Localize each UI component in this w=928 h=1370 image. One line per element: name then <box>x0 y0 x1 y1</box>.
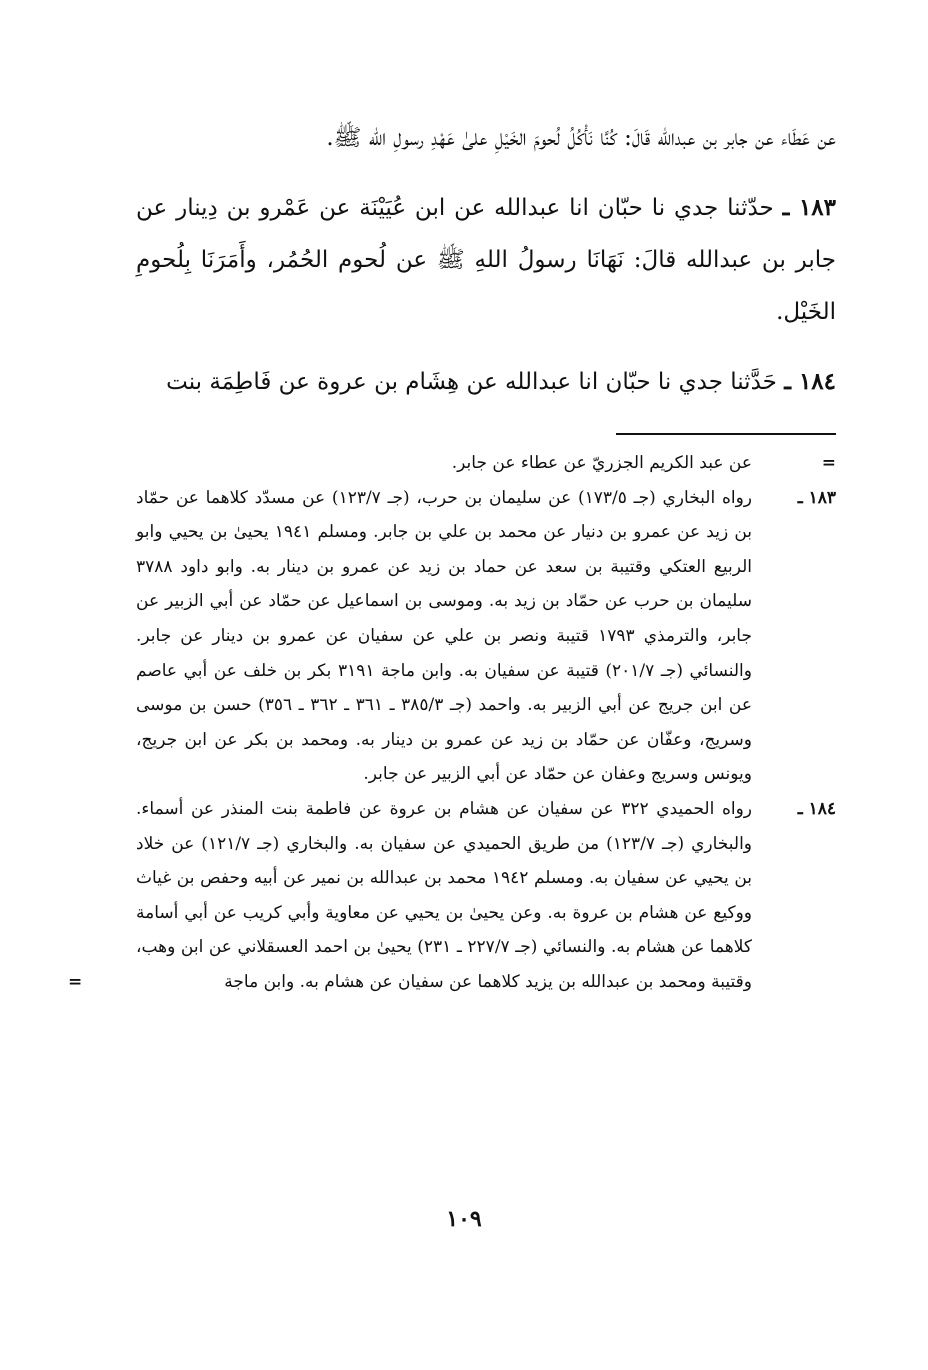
footnote-184 <box>68 792 836 1000</box>
footnote-marker: ١٨٤ ـ <box>797 798 836 819</box>
continuation-mark: = <box>68 971 83 992</box>
footnote-text: رواه الحميدي ٣٢٢ عن سفيان عن هشام بن عروة عن فاطمة بنت المنذر عن أسماء. والبخاري (جـ ١٢٣/٧) من طريق الحميدي عن سفيان به. والبخاري (جـ ١٢١/٧) عن خلاد بن يحيي عن سفيان به. ومسلم ١٩٤٢ محمد بن عبدالله بن نمير عن أبيه وحفص بن غياث ووكيع عن هشام بن عروة به. وعن يحيىٰ بن يحيي عن معاوية وأبي كريب عن أبي أسامة كلاهما عن هشام به. والنسائي (جـ ٢٢٧/٧ ـ ٢٣١) يحيىٰ بن احمد العسقلاني عن ابن وهب، وقتيبة ومحمد بن عبدالله بن يزيد كلاهما عن سفيان عن هشام به. وابن ماجة <box>136 798 753 992</box>
hadith-text: حَدَّثنا جدي نا حبّان انا عبدالله عن هِشَام بن عروة عن فَاطِمَة بنت <box>166 369 777 395</box>
paragraph-continuation <box>136 112 836 164</box>
paragraph-text: عن عَطَاء عن جابر بن عبدالله قَالَ: كُنَّا نَأْكُلُ لُحومَ الخَيْلِ علىٰ عَهْدِ رسولِ الله ﷺ. <box>326 125 836 151</box>
footnote-text: رواه البخاري (جـ ١٧٣/٥) عن سليمان بن حرب، (جـ ١٢٣/٧) عن مسدّد كلاهما عن حمّاد بن زيد عن عمرو بن دنيار عن محمد بن علي بن جابر. ومسلم ١٩٤١ يحيىٰ بن يحيي وابو الربيع العتكي وقتيبة بن سعد عن حماد بن زيد عن عمرو بن دينار به. وابو داود ٣٧٨٨ سليمان بن حرب عن حمّاد بن زيد به. وموسى بن اسماعيل عن حمّاد عن أبي الزبير عن جابر، والترمذي ١٧٩٣ قتيبة ونصر بن علي عن سفيان عن عمرو بن دينار عن جابر. والنسائي (جـ ٢٠١/٧) قتيبة عن سفيان به. وابن ماجة ٣١٩١ بكر بن خلف عن أبي عاصم عن ابن جريج عن أبي الزبير به. واحمد (جـ ٣٨٥/٣ ـ ٣٦١ ـ ٣٦٢ ـ ٣٥٦) حسن بن موسى وسريج، وعفّان عن حمّاد بن زيد عن عمرو بن دينار به. ومحمد بن بكر عن ابن جريج، ويونس وسريج وعفان عن حمّاد عن أبي الزبير عن جابر. <box>136 487 752 785</box>
footnote-marker: = <box>821 453 836 473</box>
footnote-183 <box>136 481 836 792</box>
footnote-continued <box>136 446 836 481</box>
hadith-183 <box>136 182 836 338</box>
hadith-number: ١٨٤ ـ <box>784 368 836 395</box>
hadith-184 <box>136 356 836 408</box>
hadith-number: ١٨٣ ـ <box>782 194 837 221</box>
footnote-separator <box>616 433 836 435</box>
page-number: ١٠٩ <box>446 1206 482 1232</box>
footnote-text: عن عبد الكريم الجزريّ عن عطاء عن جابر. <box>451 453 752 473</box>
footnotes <box>68 446 836 1000</box>
footnote-marker: ١٨٣ ـ <box>797 487 836 508</box>
hadith-text: حدّثنا جدي نا حبّان انا عبدالله عن ابن عُيَيْنَة عن عَمْرو بن دِينار عن جابر بن عبدالله قالَ: نَهَانَا رسولُ اللهِ ﷺ عن لُحوم الحُمُر، وأَمَرَنَا بِلُحومِ الخَيْل. <box>136 195 836 325</box>
main-text <box>136 112 836 426</box>
